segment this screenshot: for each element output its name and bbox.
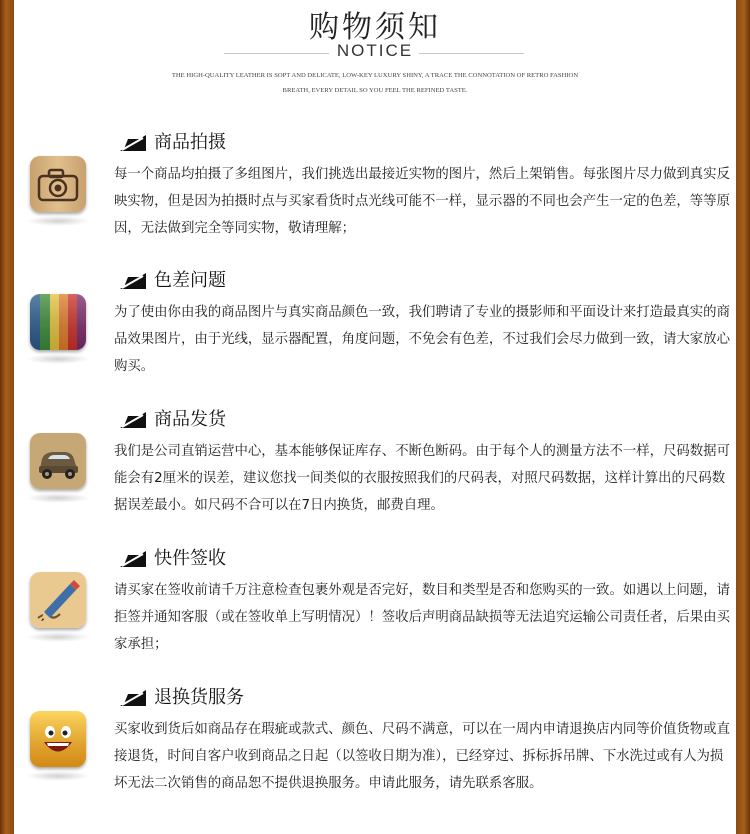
car-icon (30, 433, 86, 489)
section-title: 快件签收 (154, 548, 226, 569)
flag-icon (120, 690, 146, 706)
section-photography (14, 130, 736, 260)
section-color-difference (14, 268, 736, 398)
tagline-line-1: THE HIGH-QUALITY LEATHER IS SOPT AND DELICATE, LOW-KEY LUXURY SHINY, A TRACE THE CONNOTATION OF RETRO FASHION (171, 72, 579, 79)
section-body: 每一个商品均拍摄了多组图片，我们挑选出最接近实物的图片，然后上架销售。每张图片尽力做到真实反映实物，但是因为拍摄时点与买家看货时点光线可能不一样，显示器的不同也会产生一定的色差，等等原因，无法做到完全等同实物，敬请理解； (114, 167, 730, 236)
section-title: 退换货服务 (154, 687, 244, 708)
section-returns (14, 685, 736, 815)
section-body: 请买家在签收前请千万注意检查包裹外观是否完好，数目和类型是否和您购买的一致。如遇以上问题，请拒签并通知客服（或在签收单上写明情况）！签收后声明商品缺损等无法追究运输公司责任者，后果由买家承担； (114, 583, 730, 652)
camera-icon (30, 156, 86, 212)
icon-shadow (26, 216, 90, 226)
section-body: 买家收到货后如商品存在瑕疵或款式、颜色、尺码不满意，可以在一周内申请退换店内同等价值货物或直接退货，时间自客户收到商品之日起（以签收日期为准），已经穿过、拆标拆吊牌、下水洗过或有人为损坏无法二次销售的商品恕不提供退换服务。申请此服务，请先联系客服。 (114, 722, 730, 791)
notice-header (14, 0, 736, 110)
icon-shadow (26, 493, 90, 503)
title-rule-right (419, 53, 524, 54)
flag-icon (120, 135, 146, 151)
section-body: 为了使由你由我的商品图片与真实商品颜色一致，我们聘请了专业的摄影师和平面设计来打造最真实的商品效果图片，由于光线，显示器配置，角度问题，不免会有色差，不过我们会尽力做到一致，请大家放心购买。 (114, 305, 730, 374)
section-body: 我们是公司直销运营中心，基本能够保证库存、不断色断码。由于每个人的测量方法不一样，尺码数据可能会有2厘米的误差，建议您找一间类似的衣服按照我们的尺码表，对照尺码数据，这样计算出的尺码数据误差最小。如尺码不合可以在7日内换货，邮费自理。 (114, 444, 730, 513)
icon-shadow (26, 771, 90, 781)
pencil-note-icon (30, 572, 86, 628)
page-title: 购物须知 (309, 10, 441, 45)
flag-icon (120, 551, 146, 567)
section-title: 色差问题 (154, 270, 226, 291)
section-delivery-signing (14, 546, 736, 676)
section-title: 商品发货 (154, 409, 226, 430)
tagline-line-2: BREATH, EVERY DETAIL SO YOU FEEL THE REFINED TASTE. (282, 87, 468, 94)
icon-shadow (26, 632, 90, 642)
flag-icon (120, 273, 146, 289)
page-subtitle: NOTICE (336, 41, 414, 60)
icon-shadow (26, 354, 90, 364)
flag-icon (120, 412, 146, 428)
section-shipping (14, 407, 736, 537)
color-stripes-icon (30, 294, 86, 350)
section-title: 商品拍摄 (154, 132, 226, 153)
smiley-face-icon (30, 711, 86, 767)
notice-page (14, 0, 736, 834)
